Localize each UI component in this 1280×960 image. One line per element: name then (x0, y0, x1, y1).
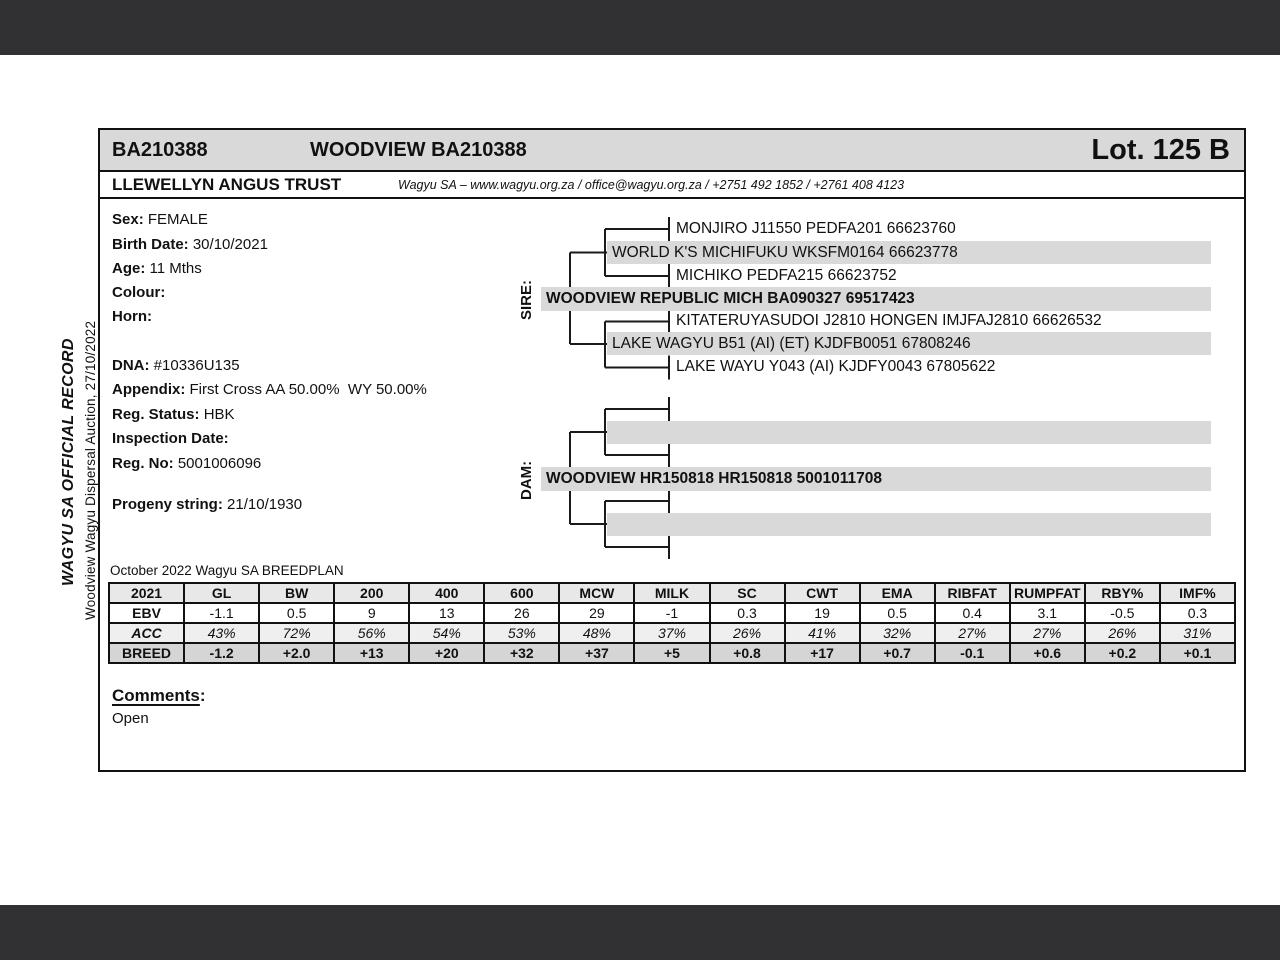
comments-text: Open (112, 710, 149, 727)
pedigree-dam-gp2-bar (607, 513, 1211, 536)
dam-label: DAM: (518, 460, 535, 500)
breedplan-acc-row: ACC 43% 72% 56% 54% 53% 48% 37% 26% 41% 32% 27% 27% 26% 31% (109, 623, 1235, 643)
viewer-top-bar (0, 0, 1280, 55)
detail-sex: Sex: FEMALE (112, 211, 208, 228)
pedigree-sire-ggp3: KITATERUYASUDOI J2810 HONGEN IMJFAJ2810 66626532 (676, 312, 1102, 329)
detail-horn: Horn: (112, 308, 152, 325)
breedplan-caption: October 2022 Wagyu SA BREEDPLAN (110, 563, 344, 578)
detail-reg-status: Reg. Status: HBK (112, 406, 235, 423)
breedplan-breed-row: BREED -1.2 +2.0 +13 +20 +32 +37 +5 +0.8 +17 +0.7 -0.1 +0.6 +0.2 +0.1 (109, 643, 1235, 663)
side-text-auction-info: Woodview Wagyu Dispersal Auction, 27/10/2022 (83, 320, 98, 620)
pedigree-sire-name-bar: WOODVIEW REPUBLIC MICH BA090327 69517423 (541, 287, 1211, 311)
pedigree-sire-ggp2: MICHIKO PEDFA215 66623752 (676, 267, 897, 284)
society-contact: Wagyu SA – www.wagyu.org.za / office@wagyu.org.za / +2751 492 1852 / +2761 408 4123 (398, 178, 905, 192)
pedigree-dam-name-bar: WOODVIEW HR150818 HR150818 5001011708 (541, 467, 1211, 491)
pedigree-sire-ggp1: MONJIRO J11550 PEDFA201 66623760 (676, 220, 956, 237)
detail-birth-date: Birth Date: 30/10/2021 (112, 236, 268, 253)
detail-appendix: Appendix: First Cross AA 50.00% WY 50.00% (112, 381, 427, 398)
animal-name: WOODVIEW BA210388 (310, 139, 527, 161)
lot-number: Lot. 125 B (1091, 134, 1230, 166)
detail-inspection-date: Inspection Date: (112, 430, 229, 447)
detail-age: Age: 11 Mths (112, 260, 202, 277)
side-text-official-record: WAGYU SA OFFICIAL RECORD (60, 338, 77, 586)
detail-reg-no: Reg. No: 5001006096 (112, 455, 262, 472)
pedigree-sire-gp2-bar: LAKE WAGYU B51 (AI) (ET) KJDFB0051 67808246 (607, 332, 1211, 355)
detail-colour: Colour: (112, 284, 166, 301)
breedplan-header-row: 2021 GL BW 200 400 600 MCW MILK SC CWT EMA RIBFAT RUMPFAT RBY% IMF% (109, 583, 1235, 603)
breedplan-table (108, 582, 1236, 664)
pedigree-dam-gp1-bar (607, 421, 1211, 444)
sire-label: SIRE: (518, 279, 535, 320)
pedigree-tree-lines (100, 130, 1244, 770)
pedigree-sire-ggp4: LAKE WAYU Y043 (AI) KJDFY0043 67805622 (676, 358, 996, 375)
pedigree-sire-gp1-bar: WORLD K'S MICHIFUKU WKSFM0164 66623778 (607, 241, 1211, 264)
detail-dna: DNA: #10336U135 (112, 357, 240, 374)
comments-heading: Comments: (112, 686, 206, 705)
detail-progeny-string: Progeny string: 21/10/1930 (112, 496, 303, 513)
viewer-bottom-bar (0, 905, 1280, 960)
owner-name: LLEWELLYN ANGUS TRUST (112, 175, 342, 194)
record-sheet (98, 128, 1246, 772)
animal-id: BA210388 (112, 139, 208, 161)
breedplan-ebv-row: EBV -1.1 0.5 9 13 26 29 -1 0.3 19 0.5 0.4 3.1 -0.5 0.3 (109, 603, 1235, 623)
